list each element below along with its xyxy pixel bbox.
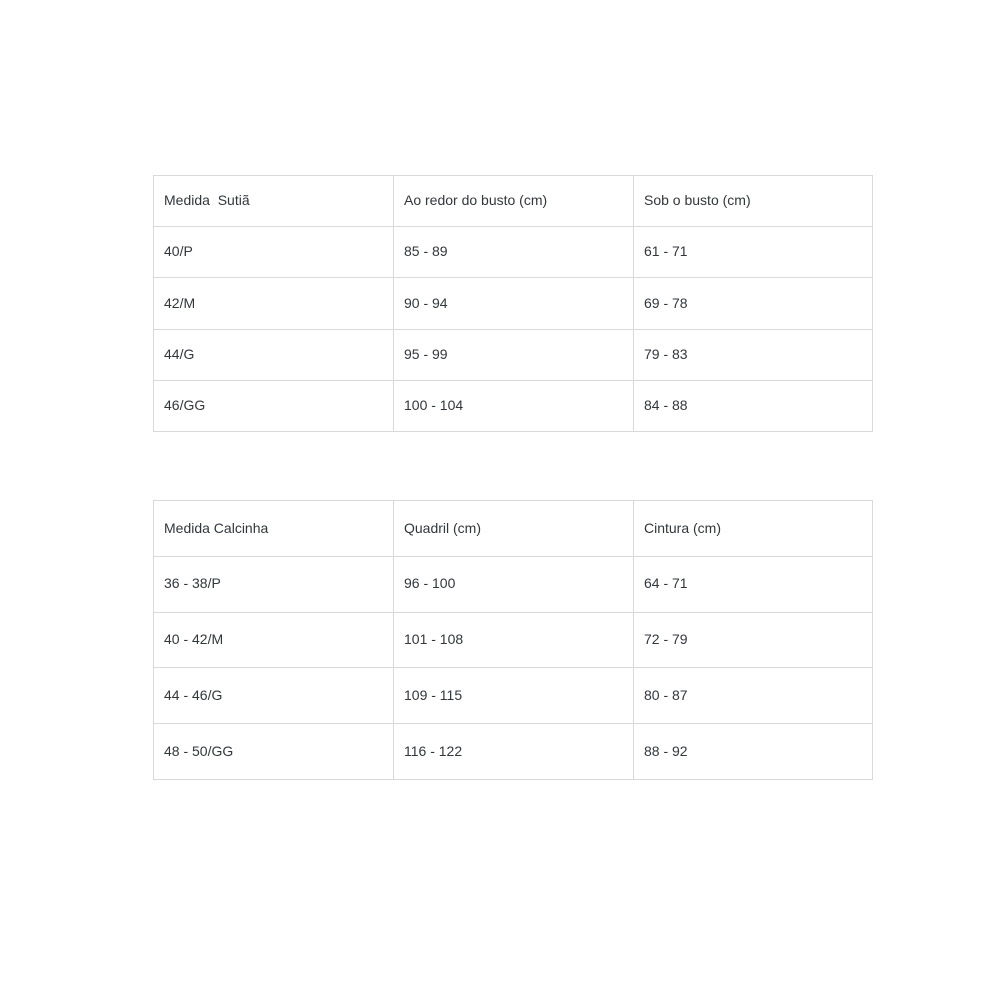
bra-size-cell: 42/M (154, 278, 394, 329)
table-row (154, 668, 873, 724)
panty-size-cell: 40 - 42/M (154, 612, 394, 668)
table-row (154, 380, 873, 431)
bra-header-around-bust: Ao redor do busto (cm) (394, 176, 634, 227)
around-bust-cell: 90 - 94 (394, 278, 634, 329)
waist-cell: 64 - 71 (634, 556, 873, 612)
bra-size-table (153, 175, 873, 432)
waist-cell: 88 - 92 (634, 724, 873, 780)
table-row (154, 329, 873, 380)
panty-table-header-row (154, 501, 873, 557)
under-bust-cell: 61 - 71 (634, 227, 873, 278)
panty-header-size: Medida Calcinha (154, 501, 394, 557)
under-bust-cell: 69 - 78 (634, 278, 873, 329)
panty-size-cell: 48 - 50/GG (154, 724, 394, 780)
under-bust-cell: 84 - 88 (634, 380, 873, 431)
under-bust-cell: 79 - 83 (634, 329, 873, 380)
hip-cell: 116 - 122 (394, 724, 634, 780)
table-row (154, 278, 873, 329)
panty-header-hip: Quadril (cm) (394, 501, 634, 557)
table-row (154, 724, 873, 780)
hip-cell: 101 - 108 (394, 612, 634, 668)
around-bust-cell: 95 - 99 (394, 329, 634, 380)
bra-size-cell: 46/GG (154, 380, 394, 431)
table-row (154, 227, 873, 278)
panty-header-waist: Cintura (cm) (634, 501, 873, 557)
bra-table-header-row (154, 176, 873, 227)
hip-cell: 109 - 115 (394, 668, 634, 724)
bra-size-cell: 40/P (154, 227, 394, 278)
table-row (154, 612, 873, 668)
bra-header-under-bust: Sob o busto (cm) (634, 176, 873, 227)
hip-cell: 96 - 100 (394, 556, 634, 612)
panty-size-cell: 44 - 46/G (154, 668, 394, 724)
around-bust-cell: 85 - 89 (394, 227, 634, 278)
bra-header-size: Medida Sutiã (154, 176, 394, 227)
panty-size-table (153, 500, 873, 780)
waist-cell: 80 - 87 (634, 668, 873, 724)
bra-size-cell: 44/G (154, 329, 394, 380)
table-row (154, 556, 873, 612)
waist-cell: 72 - 79 (634, 612, 873, 668)
panty-size-cell: 36 - 38/P (154, 556, 394, 612)
around-bust-cell: 100 - 104 (394, 380, 634, 431)
